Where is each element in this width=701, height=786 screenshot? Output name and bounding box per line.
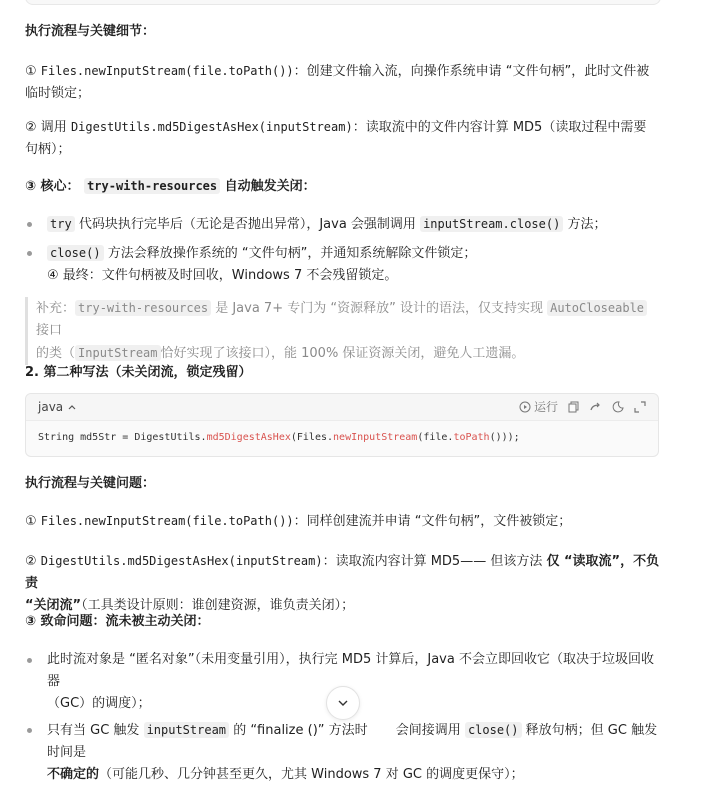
inline-code: try-with-resources [84,178,220,194]
code-block-header [26,394,658,421]
section2-step3: ③ 致命问题：流未被主动关闭： [25,614,210,629]
expand-button[interactable] [634,401,646,413]
list-item: 只有当 GC 触发 inputStream 的 “finalize ()” 方法时 会间接调用 close() 释放句柄；但 GC 触发时间是 不确定的（可能几秒、几分钟甚至更久，尤其 Windows 7 对 GC 的调度更保守）； [25,719,661,786]
section1-step3: ③ 核心： try-with-resources 自动触发关闭： [25,179,316,194]
expand-icon [634,401,646,413]
inline-code: DigestUtils.md5DigestAsHex(inputStream) [70,120,353,134]
copy-icon [568,401,580,413]
code-line: String md5Str = DigestUtils.md5DigestAsHex(Files.newInputStream(file.toPath())); [38,432,520,443]
list-item: close() 方法会释放操作系统的 “文件句柄”，并通知系统解除文件锁定； ④ 最终：文件句柄被及时回收，Windows 7 不会残留锁定。 [25,242,655,287]
section1-step1: ① Files.newInputStream(file.toPath())：创建文件输入流，向操作系统申请 “文件句柄”，此时文件被临时锁定； [25,64,650,101]
moon-icon [612,401,624,413]
chevron-up-icon [67,402,77,412]
supplement-note: 补充： try-with-resources 是 Java 7+ 专门为 “资源释放” 设计的语法，仅支持实现 AutoCloseable 接口 的类（ InputStream 恰好实现了该接口），能 100% 保证资源关闭，避免人工遗漏。 [25,297,658,365]
language-toggle[interactable]: java [38,396,77,418]
copy-button[interactable] [568,401,580,413]
section2-step1: ① Files.newInputStream(file.toPath())：同样创建流并申请 “文件句柄”，文件被锁定； [25,514,572,529]
share-button[interactable] [590,401,602,413]
theme-toggle-button[interactable] [612,401,624,413]
section1-bullet-list [25,213,655,287]
section1-heading: 执行流程与关键细节： [25,24,156,39]
share-arrow-icon [590,401,602,413]
list-item: try 代码块执行完毕后（无论是否抛出异常），Java 会强制调用 inputStream.close() 方法； [25,213,655,236]
section2-heading: 执行流程与关键问题： [25,476,156,491]
chevron-down-icon [336,696,350,710]
section1-step2: ② 调用 DigestUtils.md5DigestAsHex(inputStream)：读取流中的文件内容计算 MD5（读取过程中需要句柄）； [25,120,647,157]
previous-code-block-edge [25,0,661,5]
section2-title: 2. 第二种写法（未关闭流，锁定残留） [25,365,252,380]
list-item: 此时流对象是 “匿名对象”（未用变量引用），执行完 MD5 计算后，Java 不会立即回收它（取决于垃圾回收器 （GC）的调度）； [25,649,661,715]
section2-step2: ② DigestUtils.md5DigestAsHex(inputStream)：读取流内容计算 MD5—— 但该方法 仅 “读取流”，不负责 “关闭流”（工具类设计原则：谁创建资源，谁负责关闭）； [25,554,660,613]
code-block [25,393,659,457]
code-toolbar [519,396,646,418]
run-button[interactable]: 运行 [519,396,558,418]
play-icon [519,401,531,413]
inline-code: Files.newInputStream(file.toPath()) [40,64,294,78]
scroll-to-bottom-button[interactable] [326,686,360,720]
